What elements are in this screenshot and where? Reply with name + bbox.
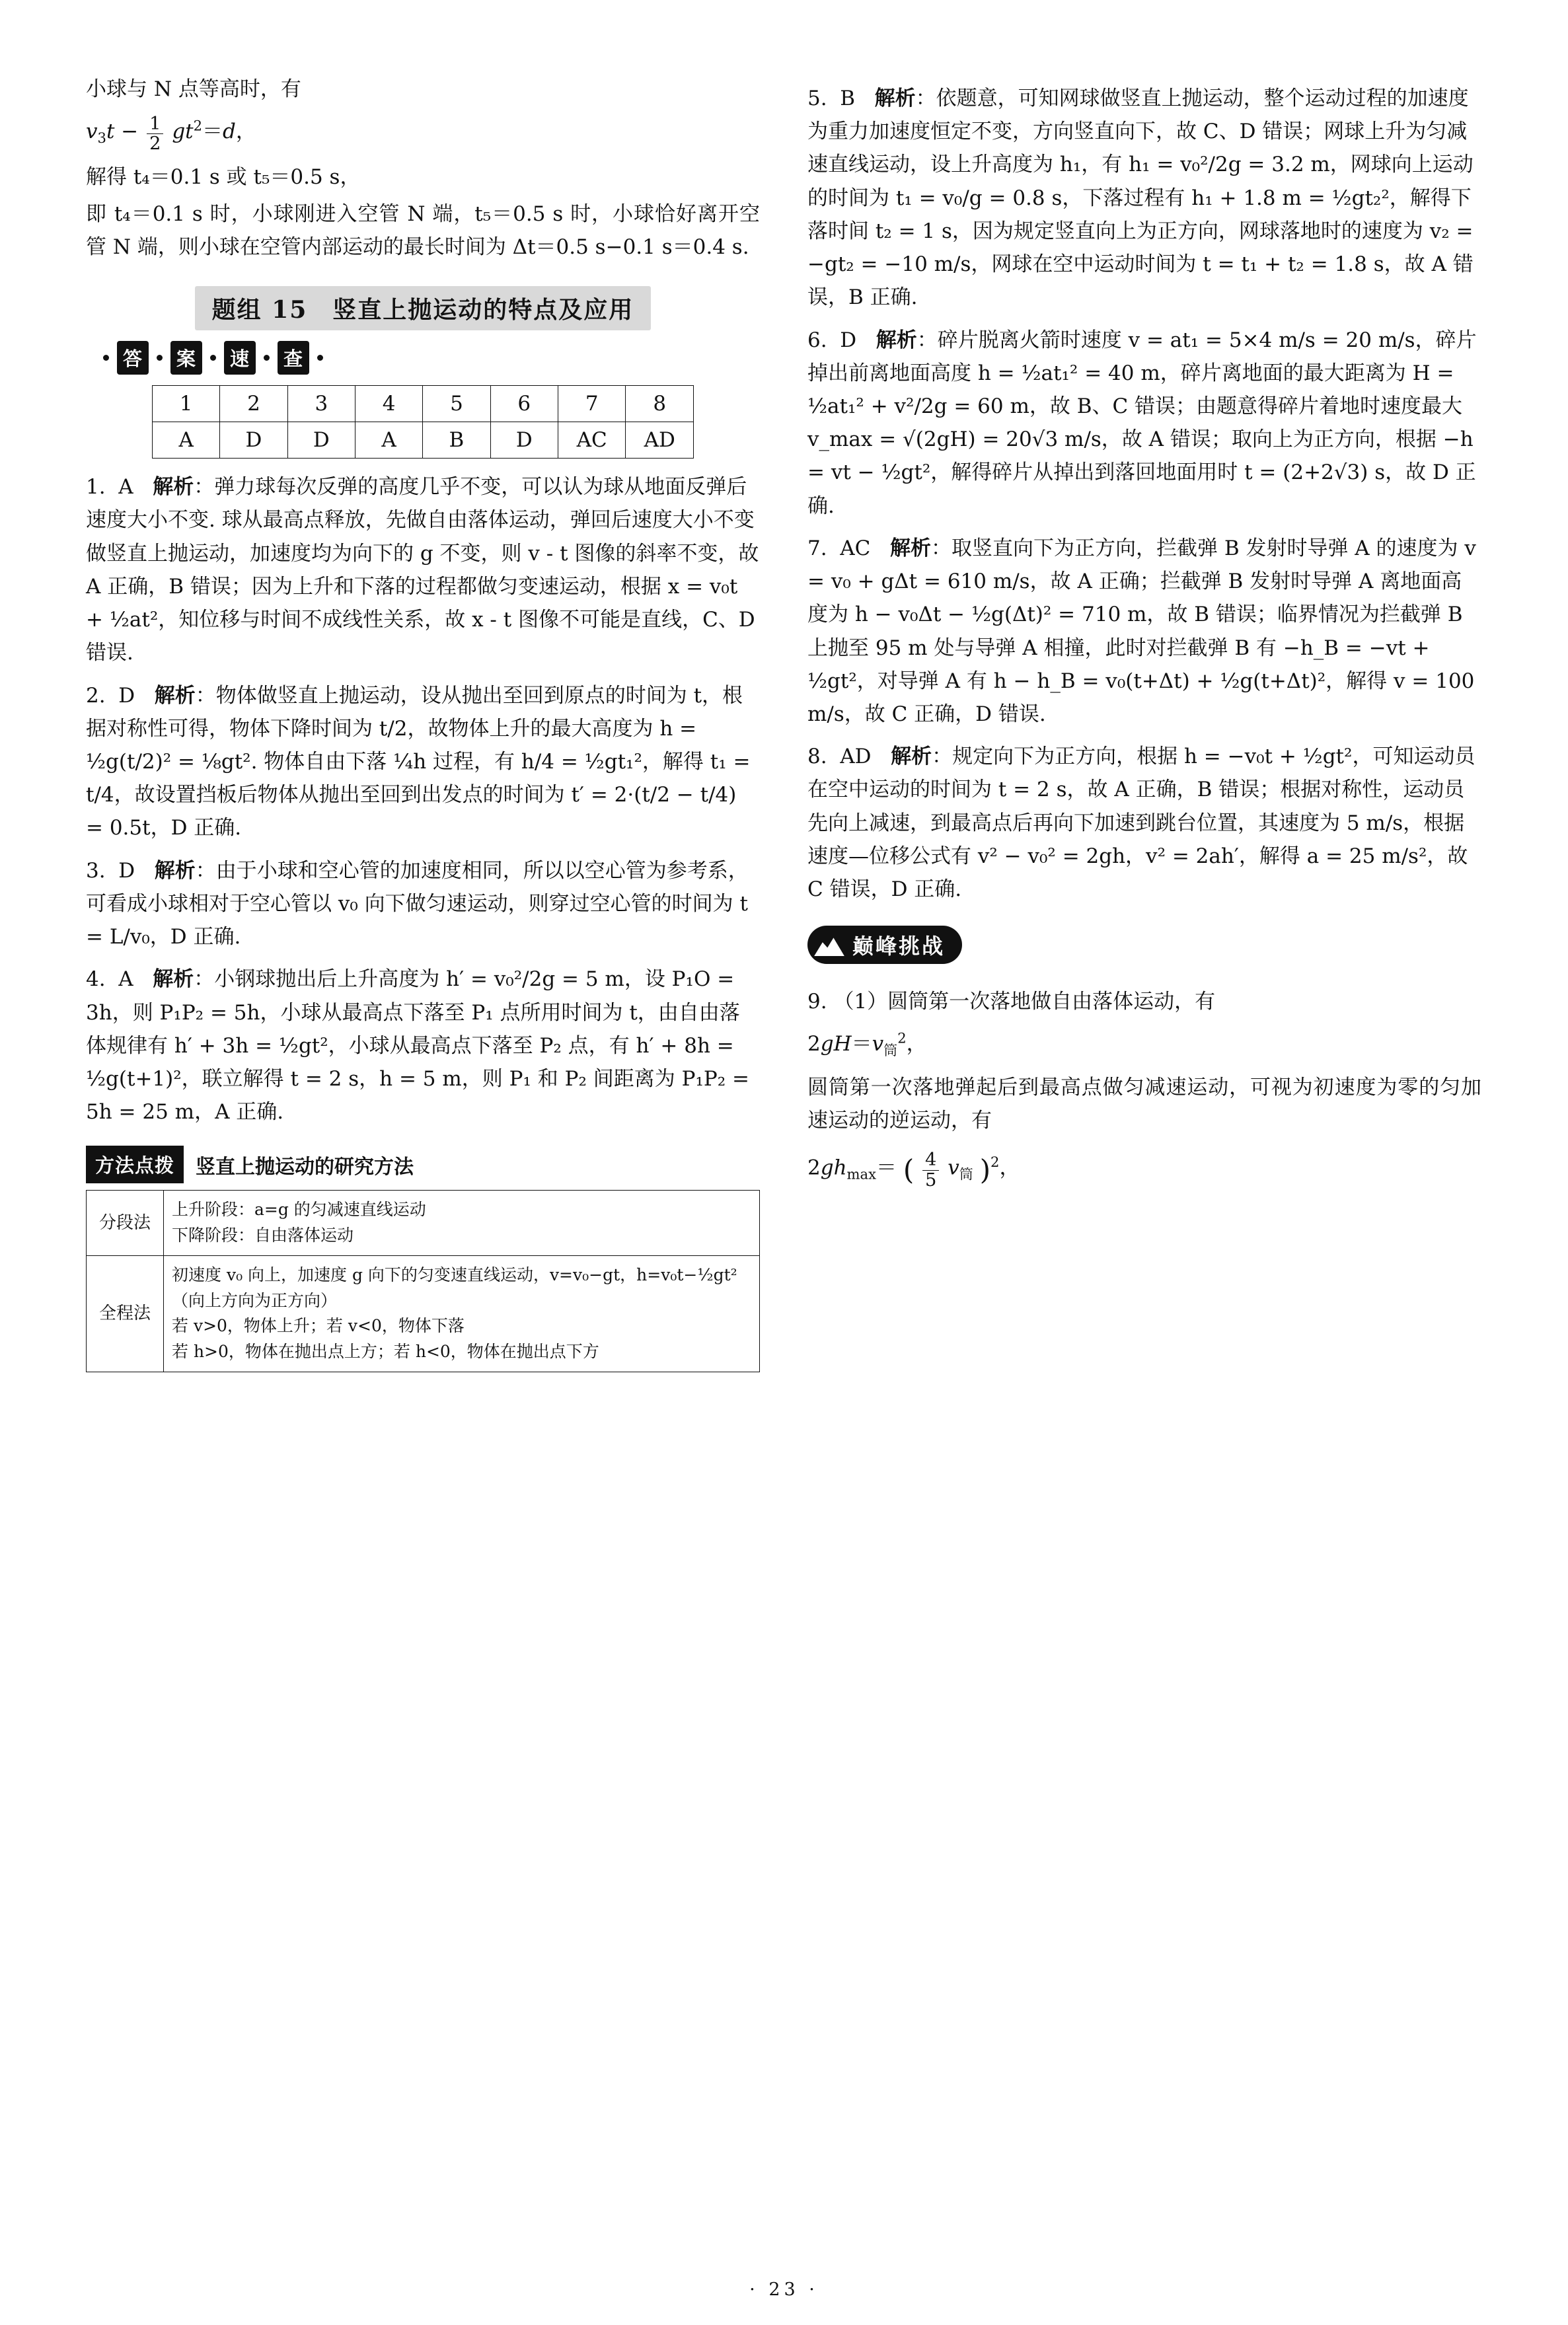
solution-ans-2: D: [118, 683, 135, 708]
answer-num-3: 3: [287, 386, 355, 422]
tip-line: 初速度 v₀ 向上，加速度 g 向下的匀变速直线运动，v=v₀−gt，h=v₀t−½gt²（向上方向为正方向）: [172, 1265, 737, 1310]
solution-item-8: [807, 740, 1481, 906]
banner-char-3: 速: [224, 341, 256, 375]
group-title-text: 题组 15 竖直上抛运动的特点及应用: [195, 286, 652, 330]
answer-val-1: A: [153, 422, 220, 459]
answer-val-3: D: [287, 422, 355, 459]
solution-ans-5: B: [840, 87, 856, 110]
banner-char-4: 查: [278, 341, 309, 375]
solution-ans-3: D: [118, 858, 135, 883]
question-9-formula-1: $2gH=v_筒^2$，: [807, 1030, 927, 1059]
solution-item-1: [86, 470, 760, 669]
answer-num-2: 2: [220, 386, 287, 422]
tip-line: 下降阶段：自由落体运动: [172, 1226, 354, 1245]
answer-val-5: B: [423, 422, 490, 459]
solution-label-8: 解析: [891, 745, 932, 769]
solution-no-2: 2.: [86, 683, 106, 708]
banner-dot-icon: [317, 355, 323, 361]
right-column: [807, 73, 1481, 1203]
solution-label-5: 解析: [874, 87, 916, 110]
left-column: [86, 73, 760, 1372]
question-9-no: 9.: [807, 990, 827, 1014]
formula-v3t: $v_3t$ − $\frac{1}{2}$ $gt^2=d$，: [86, 113, 256, 155]
solution-ans-1: A: [118, 475, 133, 499]
solution-ans-7: AC: [840, 536, 871, 560]
solution-no-8: 8.: [807, 745, 827, 769]
solution-item-6: [807, 324, 1481, 523]
method-tip-header: [86, 1146, 760, 1183]
answer-num-4: 4: [355, 386, 422, 422]
solution-label-7: 解析: [889, 536, 931, 560]
tip-value-2: [164, 1255, 760, 1372]
question-9-line-1: （1）圆筒第一次落地做自由落体运动，有: [833, 990, 1216, 1014]
answer-val-6: D: [490, 422, 558, 459]
solution-text-5: ：依题意，可知网球做竖直上抛运动，整个运动过程的加速度为重力加速度恒定不变，方向竖直向下，故 C、D 错误；网球上升为匀减速直线运动，设上升高度为 h₁，有 h₁ = v₀²/2g = 3.2 m，网球向上运动的时间为 t₁ = v₀/g = 0.8 s，下落过程有 h₁ + 1.8 m = ½gt₂²，解得下落时间 t₂ = 1 s，因为规定竖直向上为正方向，网球落地时的速度为 v₂ = −gt₂ = −10 m/s，网球在空中运动时间为 t = t₁ + t₂ = 1.8 s，故 A 错误，B 正确.: [807, 87, 1474, 310]
tip-key-2: [87, 1255, 164, 1372]
solution-label-1: 解析: [153, 475, 194, 499]
answer-val-7: AC: [558, 422, 626, 459]
continuation-line-1: 小球与 N 点等高时，有: [86, 77, 301, 101]
continuation-line-4: 即 t₄＝0.1 s 时，小球刚进入空管 N 端，t₅＝0.5 s 时，小球恰好离开空管 N 端，则小球在空管内部运动的最长时间为 Δt＝0.5 s−0.1 s＝0.4 s.: [86, 202, 760, 260]
table-row-numbers: [153, 386, 694, 422]
answer-val-2: D: [220, 422, 287, 459]
solution-ans-4: A: [118, 967, 133, 992]
solution-text-3: ：由于小球和空心管的加速度相同，所以以空心管为参考系，可看成小球相对于空心管以 v₀ 向下做匀速运动，则穿过空心管的时间为 t = L/v₀，D 正确.: [86, 858, 749, 949]
solution-ans-6: D: [840, 328, 857, 352]
method-tip-block: [86, 1146, 760, 1372]
answer-num-1: 1: [153, 386, 220, 422]
answer-num-8: 8: [626, 386, 694, 422]
table-row-answers: [153, 422, 694, 459]
banner-dot-icon: [210, 355, 216, 361]
tip-key-1-text: 分段法: [98, 1212, 151, 1233]
tip-key-2-text: 全程法: [98, 1304, 151, 1324]
group-title: [86, 286, 760, 330]
solution-label-4: 解析: [153, 967, 194, 992]
method-tip-tag: 方法点拨: [86, 1146, 184, 1183]
answer-table: [152, 385, 694, 459]
banner-dot-icon: [103, 355, 109, 361]
mountain-icon: [814, 934, 844, 956]
solution-item-2: [86, 679, 760, 845]
solution-no-1: 1.: [86, 475, 106, 499]
solution-no-5: 5.: [807, 87, 827, 110]
answer-num-7: 7: [558, 386, 626, 422]
solution-item-7: [807, 532, 1481, 731]
tip-line: 上升阶段：a=g 的匀减速直线运动: [172, 1200, 426, 1220]
solution-no-6: 6.: [807, 328, 827, 352]
table-row: [87, 1255, 760, 1372]
solution-no-4: 4.: [86, 967, 106, 992]
tip-value-1: [164, 1191, 760, 1256]
solution-text-2: ：物体做竖直上抛运动，设从抛出至回到原点的时间为 t，根据对称性可得，物体下降时间为 t/2，故物体上升的最大高度为 h = ½g(t/2)² = ⅛gt². 物体自由下落 ¼h 过程，有 h/4 = ½gt₁²，解得 t₁ = t/4，故设置挡板后物体从抛出至回到出发点的时间为 t′ = 2·(t/2 − t/4) = 0.5t，D 正确.: [86, 683, 751, 840]
banner-char-1: 答: [117, 341, 149, 375]
solution-text-4: ：小钢球抛出后上升高度为 h′ = v₀²/2g = 5 m，设 P₁O = 3h，则 P₁P₂ = 5h，小球从最高点下落至 P₁ 点所用时间为 t，由自由落体规律有 h′ + 3h = ½gt²，小球从最高点下落至 P₂ 点，有 h′ + 8h = ½g(t+1)²，联立解得 t = 2 s，h = 5 m，则 P₁ 和 P₂ 间距离为 P₁P₂ = 5h = 25 m，A 正确.: [86, 967, 750, 1125]
question-9-line-2: 圆筒第一次落地弹起后到最高点做匀减速运动，可视为初速度为零的匀加速运动的逆运动，有: [807, 1075, 1481, 1132]
method-tip-table: [86, 1190, 760, 1372]
solution-item-3: [86, 854, 760, 954]
banner-char-2: 案: [170, 341, 202, 375]
question-9-formula-2: $2gh_{max}=$ ( $\frac{4}{5}$ $v_筒$ )$^2$，: [807, 1150, 1020, 1191]
solution-text-1: ：弹力球每次反弹的高度几乎不变，可以认为球从地面反弹后速度大小不变. 球从最高点释放，先做自由落体运动，弹回后速度大小不变做竖直上抛运动，加速度均为向下的 g 不变，则 v - t 图像的斜率不变，故 A 正确，B 错误；因为上升和下落的过程都做匀变速运动，根据 x = v₀t + ½at²，知位移与时间不成线性关系，故 x - t 图像不可能是直线，C、D 错误.: [86, 475, 759, 665]
solution-ans-8: AD: [840, 745, 872, 769]
table-row: [87, 1191, 760, 1256]
tip-line: 若 v>0，物体上升；若 v<0，物体下落: [172, 1316, 465, 1336]
two-column-layout: [86, 73, 1482, 1372]
tip-line: 若 h>0，物体在抛出点上方；若 h<0，物体在抛出点下方: [172, 1342, 599, 1362]
solution-item-5: [807, 82, 1481, 314]
answer-val-8: AD: [626, 422, 694, 459]
page-number: · 23 ·: [749, 2279, 819, 2300]
answer-num-6: 6: [490, 386, 558, 422]
answer-quick-banner: [86, 341, 760, 375]
solution-text-8: ：规定向下为正方向，根据 h = −v₀t + ½gt²，可知运动员在空中运动的时间为 t = 2 s，故 A 正确，B 错误；根据对称性，运动员先向上减速，到最高点后再向下加速到跳台位置，其速度为 5 m/s，根据速度—位移公式有 v² − v₀² = 2gh，v² = 2ah′，解得 a = 25 m/s²，故 C 错误，D 正确.: [807, 745, 1475, 902]
solution-text-7: ：取竖直向下为正方向，拦截弹 B 发射时导弹 A 的速度为 v = v₀ + gΔt = 610 m/s，故 A 正确；拦截弹 B 发射时导弹 A 离地面高度为 h − v₀Δt − ½g(Δt)² = 710 m，故 B 错误；临界情况为拦截弹 B 上抛至 95 m 处与导弹 A 相撞，此时对拦截弹 B 有 −h_B = −vt + ½gt²，对导弹 A 有 h − h_B = v₀(t+Δt) + ½g(t+Δt)²，解得 v = 100 m/s，故 C 正确，D 错误.: [807, 536, 1476, 726]
method-tip-title: 竖直上抛运动的研究方法: [196, 1155, 414, 1179]
peak-challenge-banner: [807, 926, 962, 964]
question-9: [807, 985, 1481, 1018]
banner-dot-icon: [264, 355, 270, 361]
tip-key-1: [87, 1191, 164, 1256]
solution-label-3: 解析: [154, 858, 196, 883]
solution-label-2: 解析: [154, 683, 196, 708]
continuation-line-3: 解得 t₄＝0.1 s 或 t₅＝0.5 s，: [86, 165, 361, 189]
solution-label-6: 解析: [876, 328, 917, 352]
banner-dot-icon: [157, 355, 163, 361]
solution-no-3: 3.: [86, 858, 106, 883]
answer-val-4: A: [355, 422, 422, 459]
solution-item-4: [86, 963, 760, 1128]
peak-challenge-label: 巅峰挑战: [852, 934, 946, 959]
solution-text-6: ：碎片脱离火箭时速度 v = at₁ = 5×4 m/s = 20 m/s，碎片掉出前离地面高度 h = ½at₁² = 40 m，碎片离地面的最大距离为 H = ½at₁² + v²/2g = 60 m，故 B、C 错误；由题意得碎片着地时速度最大 v_max = √(2gH) = 20√3 m/s，故 A 错误；取向上为正方向，根据 −h = vt − ½gt²，解得碎片从掉出到落回地面用时 t = (2+2√3) s，故 D 正确.: [807, 328, 1477, 518]
answer-num-5: 5: [423, 386, 490, 422]
solution-no-7: 7.: [807, 536, 827, 560]
